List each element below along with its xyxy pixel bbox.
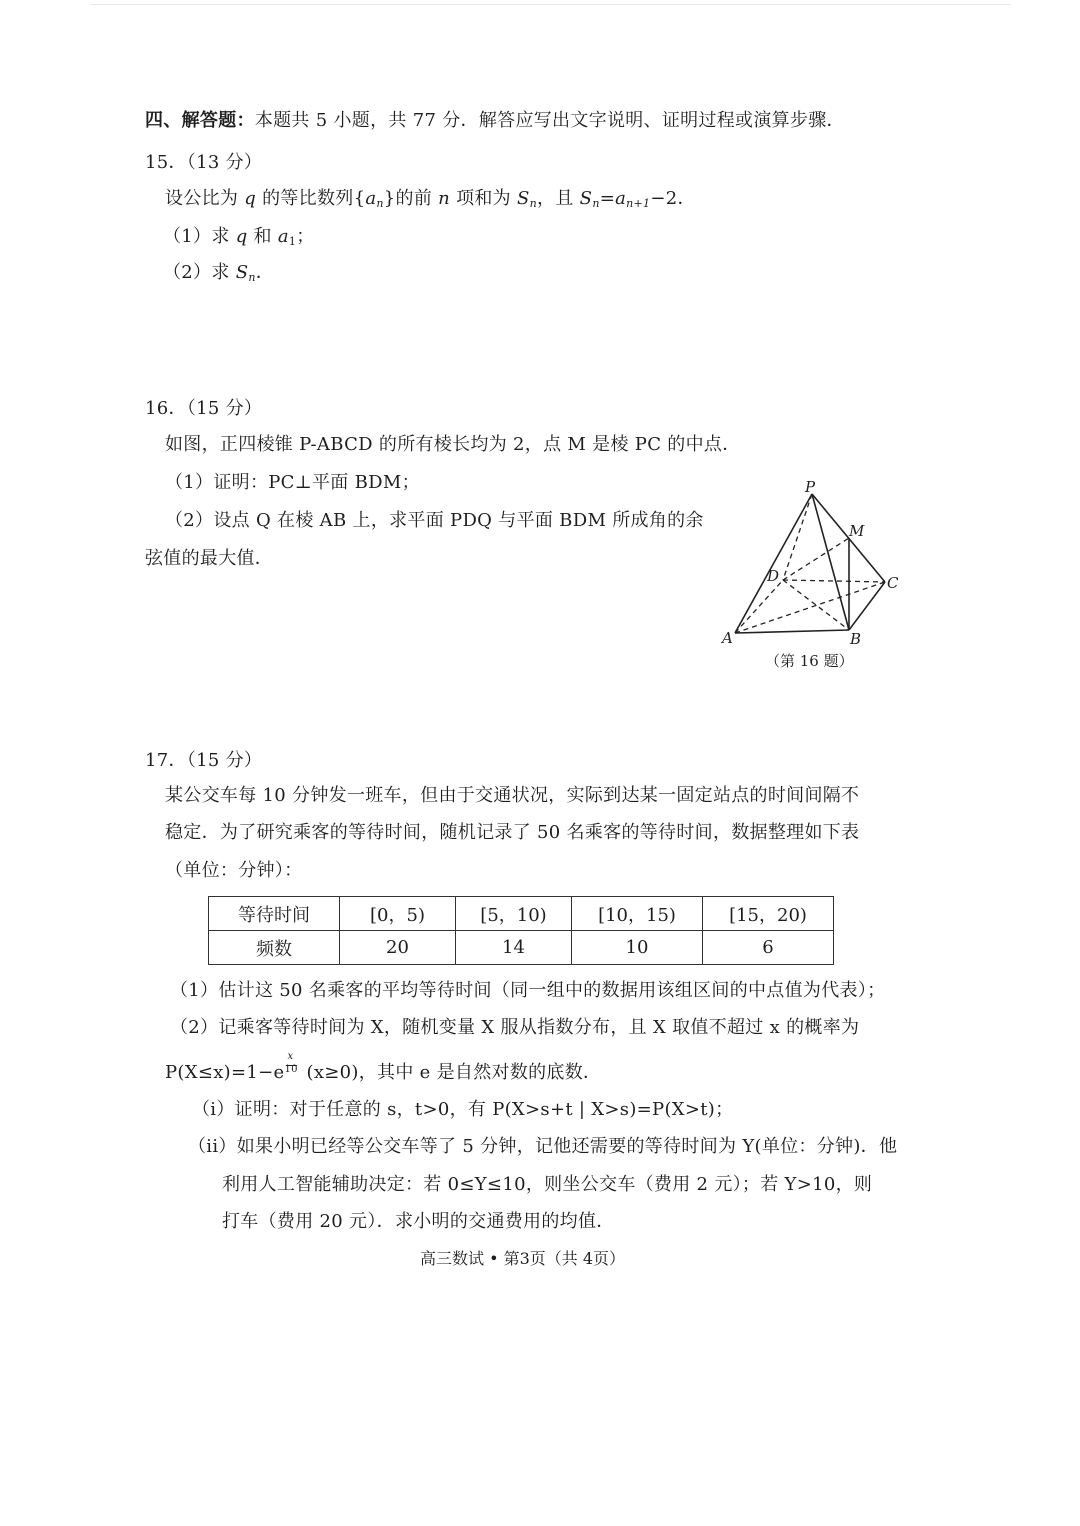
edge-DM: [783, 538, 849, 580]
edge-BC: [849, 582, 885, 630]
table-cell: 等待时间: [209, 897, 340, 931]
table-cell: [15，20): [703, 897, 834, 931]
q15-stem: 设公比为 q 的等比数列$\{a_n\}$的前 n 项和为 $S_n$，且 $S_n=a_{n+1}-2$．: [165, 188, 696, 210]
table-header-row: [209, 897, 834, 931]
table-cell: 频数: [209, 931, 340, 965]
table-cell: 14: [456, 931, 572, 965]
q15-stem-sub: n: [376, 197, 384, 210]
label-P: P: [805, 478, 816, 496]
q15-part1-text: （1）求: [163, 226, 236, 247]
table-cell: [5，10): [456, 897, 572, 931]
q17-part1: （1）估计这 50 名乘客的平均等待时间（同一组中的数据用该组区间的中点值为代表）；: [170, 980, 886, 1001]
q16-number: 16．（15 分）: [145, 398, 263, 419]
q15-part1-text: ；: [296, 226, 315, 247]
q15-stem-var: q: [244, 188, 257, 209]
q17-stem-line2: 稳定．为了研究乘客的等待时间，随机记录了 50 名乘客的等待时间，数据整理如下表: [165, 822, 860, 843]
page-edge-line: [90, 4, 1010, 5]
q15-part2: [163, 260, 274, 291]
formula-exponent: [284, 1051, 300, 1082]
q15-stem-part: ，且: [537, 188, 580, 209]
section-heading: [145, 108, 845, 134]
q15-stem-var: S: [517, 188, 530, 209]
figure-caption: （第 16 题）: [765, 652, 854, 670]
frequency-table: [208, 896, 834, 965]
label-A: A: [722, 629, 733, 647]
q15-number: 15．（13 分）: [145, 152, 263, 173]
table-cell: [10，15): [572, 897, 703, 931]
q16-part2-line1: （2）设点 Q 在棱 AB 上，求平面 PDQ 与平面 BDM 所成角的余: [165, 510, 704, 531]
q17-formula: [165, 1051, 602, 1086]
q15-part1-text: 和: [247, 226, 278, 247]
q15-stem-part: −2．: [650, 188, 696, 209]
q17-subpart-ii-line1: （ii）如果小明已经等公交车等了 5 分钟，记他还需要的等待时间为 Y(单位：分钟)．他: [188, 1136, 898, 1157]
pyramid-figure: [715, 478, 915, 678]
q15-stem-var: a: [615, 188, 627, 209]
q17-subpart-ii-line3: 打车（费用 20 元）．求小明的交通费用的均值．: [222, 1211, 615, 1232]
label-M: M: [849, 522, 865, 540]
edge-PB: [812, 494, 849, 630]
exponent-denominator: 10: [284, 1064, 298, 1075]
q15-stem-part: 项和为: [450, 188, 518, 209]
q15-stem-sub: n: [529, 197, 538, 210]
q15-part1-sub: 1: [288, 235, 297, 248]
q17-subpart-ii-line2: 利用人工智能辅助决定：若 0≤Y≤10，则坐公交车（费用 2 元）；若 Y>10，则: [222, 1174, 873, 1195]
edge-AD: [735, 580, 783, 633]
table-cell: 20: [340, 931, 456, 965]
q16-part2-line2: 弦值的最大值．: [145, 548, 274, 569]
formula-lhs: P(X≤x)=1−e: [165, 1062, 285, 1083]
label-B: B: [850, 630, 862, 648]
q15-stem-var: n: [438, 188, 451, 209]
edge-AC: [735, 582, 885, 633]
q15-part2-text: ．: [255, 262, 275, 283]
q16-part1: （1）证明：PC⊥平面 BDM；: [165, 472, 420, 493]
q17-stem-line3: （单位：分钟）：: [165, 860, 303, 881]
q15-stem-var: S: [579, 188, 593, 209]
table-cell: 6: [703, 931, 834, 965]
q15-stem-part: 的等比数列{: [256, 188, 366, 209]
q15-part1-var: q: [235, 226, 248, 247]
q15-stem-part: }的前: [383, 188, 439, 209]
q17-subpart-i: （i）证明：对于任意的 s，t>0，有 P(X>s+t | X>s)=P(X>t)；: [192, 1099, 734, 1120]
q15-part1-var: a: [277, 226, 289, 247]
exponent-numerator: x: [287, 1051, 294, 1062]
q15-part2-var: S: [235, 262, 249, 283]
table-cell: [0，5): [340, 897, 456, 931]
q15-stem-var: a: [365, 188, 377, 209]
label-C: C: [887, 574, 899, 592]
q15-part2-sub: n: [248, 271, 256, 284]
q16-stem: 如图，正四棱锥 P-ABCD 的所有棱长均为 2，点 M 是棱 PC 的中点．: [165, 434, 741, 455]
q15-part2-text: （2）求: [163, 262, 236, 283]
edge-AB: [735, 630, 849, 633]
q17-stem-line1: 某公交车每 10 分钟发一班车，但由于交通状况，实际到达某一固定站点的时间间隔不: [165, 785, 860, 806]
section-heading-text: 本题共 5 小题，共 77 分．解答应写出文字说明、证明过程或演算步骤．: [254, 110, 845, 131]
q15-stem-sub: n: [592, 197, 600, 210]
page-footer: 高三数试 • 第3页（共 4页）: [420, 1249, 626, 1268]
q15-stem-sub: n+1: [626, 197, 651, 210]
q15-stem-part: 设公比为: [165, 188, 245, 209]
q17-part2: （2）记乘客等待时间为 X，随机变量 X 服从指数分布，且 X 取值不超过 x 的概率为: [170, 1017, 860, 1038]
q17-number: 17．（15 分）: [145, 750, 263, 771]
edge-PA: [735, 494, 812, 633]
section-heading-bold: 四、解答题：: [145, 110, 255, 131]
table-cell: 10: [572, 931, 703, 965]
formula-rhs: (x≥0)，其中 e 是自然对数的底数．: [300, 1062, 602, 1083]
label-D: D: [767, 567, 780, 585]
q15-part1: [163, 224, 315, 255]
edge-DC: [783, 580, 885, 582]
table-row: [209, 931, 834, 965]
